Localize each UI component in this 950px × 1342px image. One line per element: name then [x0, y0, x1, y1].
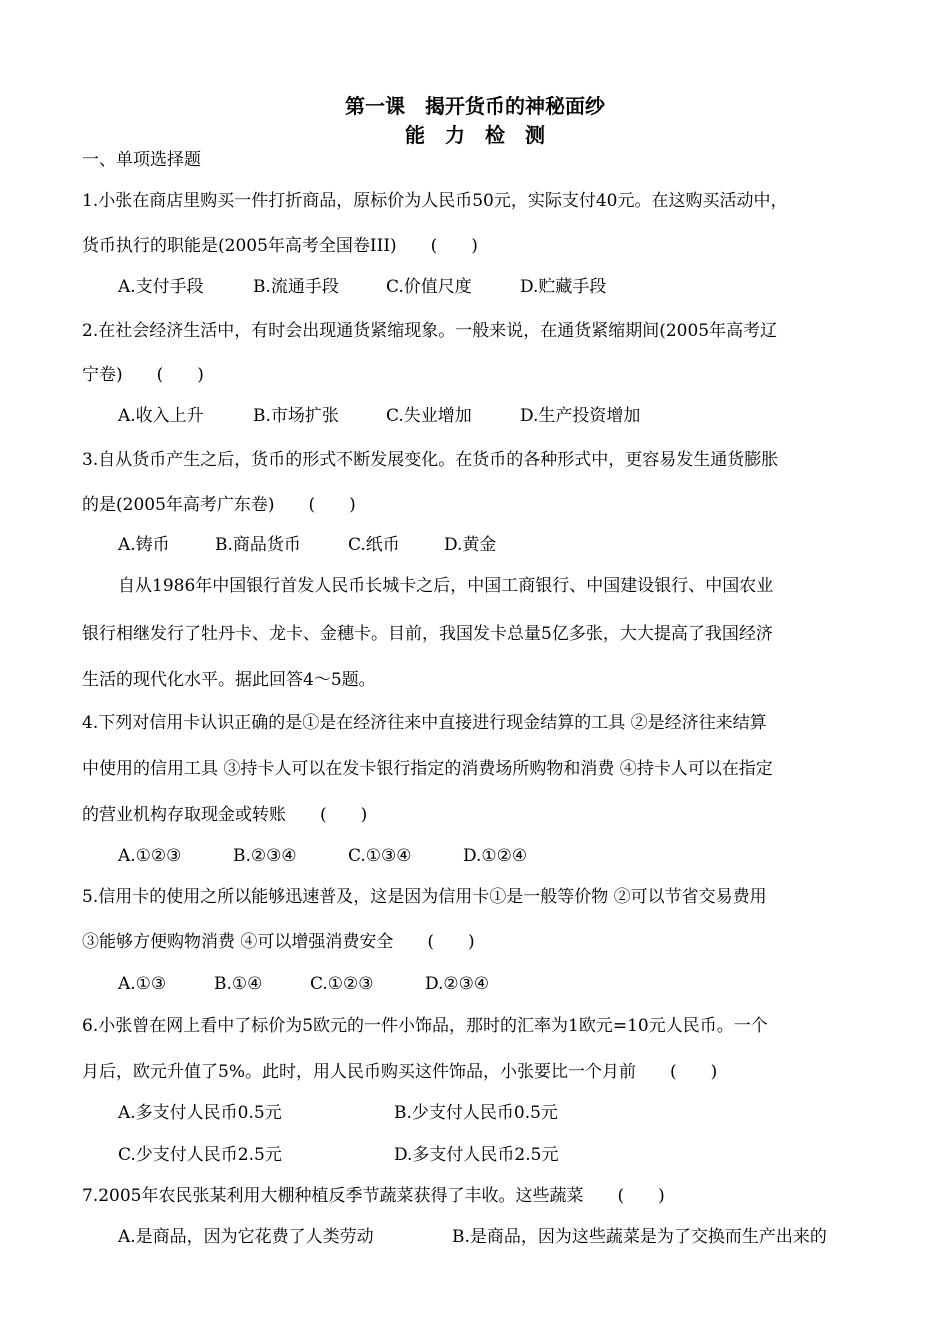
- passage-line-1: 自从1986年中国银行首发人民币长城卡之后，中国工商银行、中国建设银行、中国农业: [118, 576, 774, 596]
- question-4-option-d: D.①②④: [463, 846, 528, 866]
- question-5-line-1: 5.信用卡的使用之所以能够迅速普及，这是因为信用卡①是一般等价物 ②可以节省交易费用: [82, 887, 767, 907]
- question-6-option-c: C.少支付人民币2.5元: [118, 1145, 282, 1165]
- section-heading: 一、单项选择题: [82, 150, 201, 170]
- question-1-line-2: 货币执行的职能是(2005年高考全国卷III) ( ): [82, 236, 478, 256]
- question-5-option-b: B.①④: [214, 974, 263, 994]
- question-5-line-2: ③能够方便购物消费 ④可以增强消费安全 ( ): [82, 932, 475, 952]
- question-1-line-1: 1.小张在商店里购买一件打折商品，原标价为人民币50元，实际支付40元。在这购买活动中，: [82, 191, 788, 211]
- question-6-line-2: 月后，欧元升值了5%。此时，用人民币购买这件饰品，小张要比一个月前 ( ): [82, 1062, 718, 1082]
- lesson-title: 第一课 揭开货币的神秘面纱: [345, 94, 605, 118]
- question-5-option-d: D.②③④: [425, 974, 490, 994]
- question-7-option-a: A.是商品，因为它花费了人类劳动: [118, 1227, 374, 1247]
- question-3-line-2: 的是(2005年高考广东卷) ( ): [82, 495, 356, 515]
- passage-line-3: 生活的现代化水平。据此回答4～5题。: [82, 670, 376, 690]
- question-7-option-b: B.是商品，因为这些蔬菜是为了交换而生产出来的: [452, 1227, 827, 1247]
- question-5-option-c: C.①②③: [310, 974, 374, 994]
- question-2-option-b: B.市场扩张: [253, 406, 339, 426]
- question-1-option-c: C.价值尺度: [386, 277, 472, 297]
- question-6-option-d: D.多支付人民币2.5元: [394, 1145, 559, 1165]
- question-1-option-d: D.贮藏手段: [520, 277, 607, 297]
- question-2-line-2: 宁卷) ( ): [82, 365, 204, 385]
- question-6-option-a: A.多支付人民币0.5元: [118, 1103, 282, 1123]
- question-3-line-1: 3.自从货币产生之后，货币的形式不断发展变化。在货币的各种形式中，更容易发生通货膨胀: [82, 450, 779, 470]
- question-3-option-a: A.铸币: [118, 535, 170, 555]
- question-1-option-a: A.支付手段: [118, 277, 204, 297]
- section-subtitle: 能 力 检 测: [405, 123, 545, 147]
- question-2-option-d: D.生产投资增加: [520, 406, 641, 426]
- question-5-option-a: A.①③: [118, 974, 167, 994]
- question-6-line-1: 6.小张曾在网上看中了标价为5欧元的一件小饰品，那时的汇率为1欧元=10元人民币。一个: [82, 1016, 768, 1036]
- question-2-line-1: 2.在社会经济生活中，有时会出现通货紧缩现象。一般来说，在通货紧缩期间(2005年高考辽: [82, 321, 778, 341]
- question-2-option-a: A.收入上升: [118, 406, 204, 426]
- question-6-option-b: B.少支付人民币0.5元: [394, 1103, 558, 1123]
- question-4-option-a: A.①②③: [118, 846, 182, 866]
- question-4-line-2: 中使用的信用工具 ③持卡人可以在发卡银行指定的消费场所购物和消费 ④持卡人可以在指定: [82, 759, 773, 779]
- question-3-option-b: B.商品货币: [215, 535, 301, 555]
- question-4-line-3: 的营业机构存取现金或转账 ( ): [82, 805, 368, 825]
- question-4-option-c: C.①③④: [348, 846, 412, 866]
- question-2-option-c: C.失业增加: [386, 406, 472, 426]
- question-1-option-b: B.流通手段: [253, 277, 339, 297]
- question-4-option-b: B.②③④: [233, 846, 297, 866]
- question-3-option-c: C.纸币: [348, 535, 400, 555]
- question-3-option-d: D.黄金: [444, 535, 497, 555]
- passage-line-2: 银行相继发行了牡丹卡、龙卡、金穗卡。目前，我国发卡总量5亿多张，大大提高了我国经济: [82, 624, 773, 644]
- question-7-line-1: 7.2005年农民张某利用大棚种植反季节蔬菜获得了丰收。这些蔬菜 ( ): [82, 1186, 665, 1206]
- question-4-line-1: 4.下列对信用卡认识正确的是①是在经济往来中直接进行现金结算的工具 ②是经济往来结算: [82, 713, 767, 733]
